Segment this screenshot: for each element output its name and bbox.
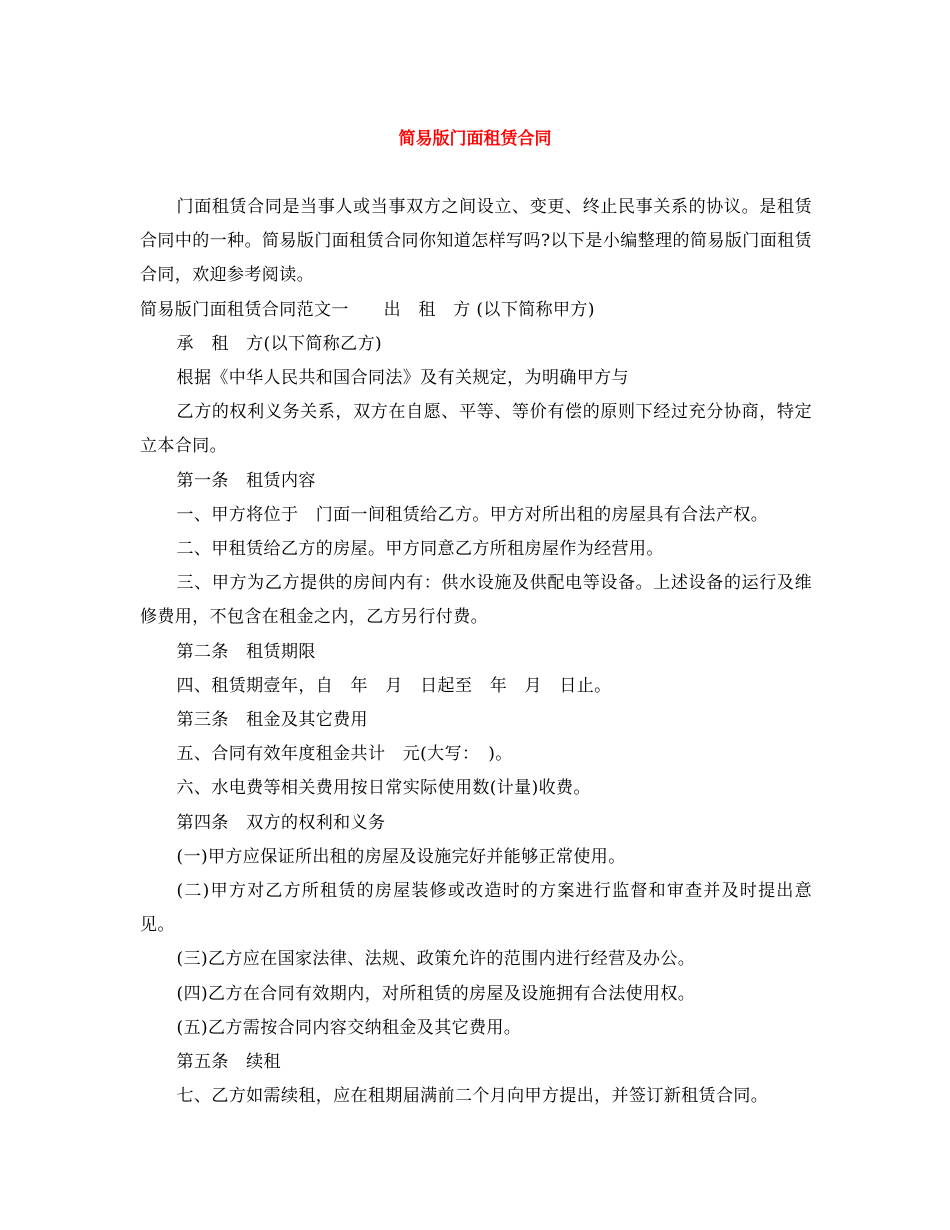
paragraph: 三、甲方为乙方提供的房间内有：供水设施及供配电等设备。上述设备的运行及维修费用，不包含在租金之内，乙方另行付费。 xyxy=(140,573,812,628)
paragraph: 简易版门面租赁合同范文一 出 租 方 (以下简称甲方) xyxy=(140,299,595,320)
paragraph: 四、租赁期壹年，自 年 月 日起至 年 月 日止。 xyxy=(176,675,612,696)
paragraph: (二)甲方对乙方所租赁的房屋装修或改造时的方案进行监督和审查并及时提出意见。 xyxy=(140,881,812,936)
document-title: 简易版门面租赁合同 xyxy=(398,129,552,149)
paragraph: 一、甲方将位于 门面一间租赁给乙方。甲方对所出租的房屋具有合法产权。 xyxy=(176,504,769,525)
paragraph: 根据《中华人民共和国合同法》及有关规定，为明确甲方与 xyxy=(176,368,629,389)
paragraph: (五)乙方需按合同内容交纳租金及其它费用。 xyxy=(176,1017,522,1038)
paragraph: 第三条 租金及其它费用 xyxy=(176,710,368,731)
paragraph: 第五条 续租 xyxy=(176,1052,281,1073)
paragraph: 第四条 双方的权利和义务 xyxy=(176,812,386,833)
paragraph: 承 租 方(以下简称乙方) xyxy=(176,333,383,354)
paragraph: 乙方的权利义务关系，双方在自愿、平等、等价有偿的原则下经过充分协商，特定立本合同。 xyxy=(140,402,812,457)
paragraph: (一)甲方应保证所出租的房屋及设施完好并能够正常使用。 xyxy=(176,846,626,867)
paragraph: (三)乙方应在国家法律、法规、政策允许的范围内进行经营及办公。 xyxy=(176,949,696,970)
paragraph: (四)乙方在合同有效期内，对所租赁的房屋及设施拥有合法使用权。 xyxy=(176,983,696,1004)
paragraph: 门面租赁合同是当事人或当事双方之间设立、变更、终止民事关系的协议。是租赁合同中的一种。简易版门面租赁合同你知道怎样写吗?以下是小编整理的简易版门面租赁合同，欢迎参考阅读。 xyxy=(140,197,812,286)
paragraph: 二、甲租赁给乙方的房屋。甲方同意乙方所租房屋作为经营用。 xyxy=(176,539,664,560)
paragraph: 七、乙方如需续租，应在租期届满前二个月向甲方提出，并签订新租赁合同。 xyxy=(176,1086,769,1107)
paragraph: 第二条 租赁期限 xyxy=(176,641,316,662)
paragraph: 第一条 租赁内容 xyxy=(176,470,316,491)
document-body xyxy=(140,190,812,1113)
paragraph: 五、合同有效年度租金共计 元(大写： )。 xyxy=(176,744,513,765)
paragraph: 六、水电费等相关费用按日常实际使用数(计量)收费。 xyxy=(176,778,591,799)
